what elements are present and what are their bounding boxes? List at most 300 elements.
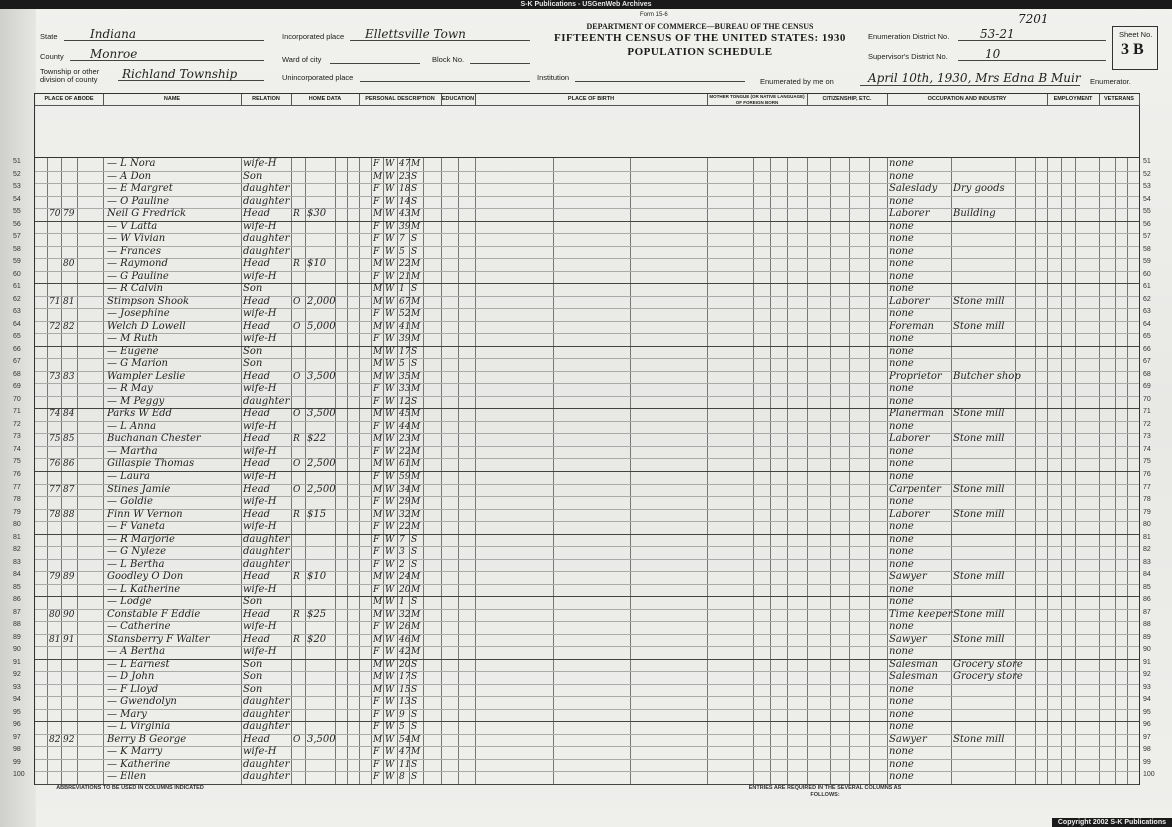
cell-dw xyxy=(49,709,61,722)
cell-rel: Son xyxy=(243,658,263,670)
table-row xyxy=(13,621,1151,635)
cell-ms: S xyxy=(411,246,418,257)
form-number: Form 15-6 xyxy=(640,12,668,18)
cell-fam xyxy=(63,534,77,547)
table-row xyxy=(13,683,1151,698)
line-number-right: 79 xyxy=(1143,508,1151,516)
cell-race: W xyxy=(385,647,395,658)
cell-dw xyxy=(49,771,61,784)
line-number-right: 58 xyxy=(1143,245,1151,253)
cell-age: 23 xyxy=(399,434,411,445)
cell-val xyxy=(307,721,335,734)
cell-rel: Head xyxy=(243,608,271,620)
cell-sex: F xyxy=(373,772,380,783)
cell-own: O xyxy=(293,296,301,307)
schedule-title: POPULATION SCHEDULE xyxy=(627,46,773,58)
cell-ind: Stone mill xyxy=(953,433,1005,445)
cell-occ: none xyxy=(889,621,914,633)
line-number: 82 xyxy=(13,546,21,554)
line-number-right: 71 xyxy=(1143,408,1151,416)
line-number: 78 xyxy=(13,496,21,504)
line-number-right: 82 xyxy=(1143,546,1151,554)
cell-dw xyxy=(49,521,61,534)
cell-val: $30 xyxy=(307,208,327,220)
cell-occ: Laborer xyxy=(889,208,930,220)
cell-fam xyxy=(63,246,77,259)
cell-age: 17 xyxy=(399,346,411,357)
cell-fam: 82 xyxy=(63,321,75,332)
cell-val: $15 xyxy=(307,508,327,520)
cell-val xyxy=(307,308,335,321)
table-row xyxy=(13,345,1151,360)
cell-ind: Stone mill xyxy=(953,320,1005,332)
cell-name: Constable F Eddie xyxy=(107,608,201,620)
cell-fam: 81 xyxy=(63,296,75,307)
cell-age: 33 xyxy=(399,384,411,395)
cell-rel: wife-H xyxy=(243,420,277,432)
cell-ind xyxy=(953,684,1015,697)
cell-sex: M xyxy=(373,321,383,332)
cell-name: — Laura xyxy=(107,471,150,482)
line-number-right: 77 xyxy=(1143,483,1151,491)
cell-name: — L Anna xyxy=(107,420,157,432)
cell-age: 45 xyxy=(399,409,411,420)
cell-rel: wife-H xyxy=(243,158,277,169)
line-number: 58 xyxy=(13,245,21,253)
cell-sex: M xyxy=(373,659,383,670)
cell-fam xyxy=(63,333,77,346)
line-number: 56 xyxy=(13,220,21,228)
cell-occ: none xyxy=(889,683,914,695)
line-number-right: 55 xyxy=(1143,208,1151,216)
line-number-right: 60 xyxy=(1143,270,1151,278)
cell-fam xyxy=(63,171,77,184)
cell-sex: F xyxy=(373,421,380,432)
cell-fam xyxy=(63,446,77,459)
cell-rel: Head xyxy=(243,571,271,583)
cell-age: 1 xyxy=(399,284,405,295)
archive-banner-text: S-K Publications - USGenWeb Archives xyxy=(520,1,652,8)
ward-line xyxy=(330,63,420,64)
cell-name: — Mary xyxy=(107,708,147,720)
cell-fam: 89 xyxy=(63,572,75,583)
cell-race: W xyxy=(385,246,395,257)
cell-rel: daughter xyxy=(243,183,290,195)
cell-age: 54 xyxy=(399,734,411,745)
cell-sex: F xyxy=(373,622,380,633)
cell-rel: daughter xyxy=(243,721,290,733)
line-number-right: 65 xyxy=(1143,333,1151,341)
cell-val xyxy=(307,709,335,722)
cell-ms: S xyxy=(411,659,418,670)
cell-name: — E Margret xyxy=(107,183,173,195)
cell-age: 44 xyxy=(399,421,411,432)
cell-age: 2 xyxy=(399,559,405,570)
cell-sex: F xyxy=(373,497,380,508)
cell-race: W xyxy=(385,522,395,533)
county-label: County xyxy=(40,52,64,61)
cell-ms: S xyxy=(411,709,418,720)
cell-rel: wife-H xyxy=(243,496,277,508)
cell-rel: Son xyxy=(243,345,263,357)
table-row xyxy=(13,633,1151,648)
cell-rel: daughter xyxy=(243,395,290,407)
table-row xyxy=(13,458,1151,472)
cell-race: W xyxy=(385,196,395,207)
cell-occ: none xyxy=(889,233,914,245)
cell-own: R xyxy=(293,634,300,645)
cell-occ: none xyxy=(889,270,914,282)
cell-name: — W Vivian xyxy=(107,233,166,245)
cell-val xyxy=(307,546,335,559)
cell-fam xyxy=(63,221,77,234)
cell-ind: Stone mill xyxy=(953,508,1005,520)
department-heading: DEPARTMENT OF COMMERCE—BUREAU OF THE CENSUS xyxy=(586,22,814,31)
cell-race: W xyxy=(385,609,395,620)
cell-val xyxy=(307,446,335,459)
cell-race: W xyxy=(385,184,395,195)
cell-occ: none xyxy=(889,721,914,733)
table-row xyxy=(13,170,1151,185)
cell-dw xyxy=(49,584,61,597)
cell-own xyxy=(293,596,305,609)
cell-occ: none xyxy=(889,333,914,345)
cell-ms: M xyxy=(411,209,421,220)
cell-dw: 81 xyxy=(49,634,61,645)
table-row xyxy=(13,721,1151,735)
cell-fam xyxy=(63,759,77,772)
cell-fam xyxy=(63,283,77,296)
incorporated-value: Ellettsville Town xyxy=(365,27,466,41)
cell-sex: M xyxy=(373,359,383,370)
cell-rel: wife-H xyxy=(243,308,277,320)
table-row xyxy=(13,658,1151,673)
cell-sex: F xyxy=(373,221,380,232)
cell-val: 3,500 xyxy=(307,408,336,420)
cell-val: $10 xyxy=(307,258,327,270)
section-employment: EMPLOYMENT xyxy=(1047,94,1100,106)
cell-dw xyxy=(49,534,61,547)
table-row xyxy=(13,471,1151,485)
line-number-right: 78 xyxy=(1143,496,1151,504)
line-number: 54 xyxy=(13,195,21,203)
cell-sex: F xyxy=(373,709,380,720)
table-row xyxy=(13,708,1151,723)
cell-occ: Sawyer xyxy=(889,571,927,583)
line-number: 86 xyxy=(13,596,21,604)
cell-dw xyxy=(49,596,61,609)
table-row xyxy=(13,320,1151,335)
cell-own xyxy=(293,471,305,484)
line-number-right: 68 xyxy=(1143,370,1151,378)
cell-ms: M xyxy=(411,572,421,583)
cell-age: 41 xyxy=(399,321,411,332)
cell-val xyxy=(307,221,335,234)
line-number: 69 xyxy=(13,383,21,391)
cell-rel: wife-H xyxy=(243,383,277,395)
line-number-right: 84 xyxy=(1143,571,1151,579)
cell-race: W xyxy=(385,722,395,733)
line-number-right: 80 xyxy=(1143,521,1151,529)
cell-age: 47 xyxy=(399,159,411,169)
cell-ms: M xyxy=(411,384,421,395)
cell-sex: M xyxy=(373,371,383,382)
line-number: 59 xyxy=(13,258,21,266)
cell-rel: wife-H xyxy=(243,270,277,282)
sheet-number-box xyxy=(1112,26,1158,70)
cell-name: — F Lloyd xyxy=(107,683,159,695)
cell-sex: F xyxy=(373,159,380,169)
cell-race: W xyxy=(385,472,395,482)
cell-race: W xyxy=(385,209,395,220)
cell-race: W xyxy=(385,346,395,357)
cell-dw: 71 xyxy=(49,296,61,307)
line-number: 65 xyxy=(13,333,21,341)
cell-ind: Grocery store xyxy=(953,671,1023,683)
line-number: 94 xyxy=(13,696,21,704)
cell-ms: M xyxy=(411,634,421,645)
table-row xyxy=(13,596,1151,610)
line-number: 55 xyxy=(13,208,21,216)
cell-ind xyxy=(953,383,1015,396)
township-value: Richland Township xyxy=(122,67,238,81)
cell-ms: M xyxy=(411,421,421,432)
cell-ms: M xyxy=(411,221,421,232)
cell-age: 17 xyxy=(399,672,411,683)
cell-rel: daughter xyxy=(243,233,290,245)
cell-fam xyxy=(63,183,77,196)
cell-ms: M xyxy=(411,446,421,457)
line-number: 88 xyxy=(13,621,21,629)
cell-rel: wife-H xyxy=(243,521,277,533)
cell-rel: wife-H xyxy=(243,471,277,482)
cell-val: $25 xyxy=(307,608,327,620)
cell-val xyxy=(307,383,335,396)
cell-val: 2,500 xyxy=(307,483,336,495)
line-number-right: 86 xyxy=(1143,596,1151,604)
entries-title: ENTRIES ARE REQUIRED IN THE SEVERAL COLUMNS AS FOLLOWS: xyxy=(748,785,902,798)
cell-val xyxy=(307,584,335,597)
cell-sex: F xyxy=(373,559,380,570)
cell-ms: M xyxy=(411,309,421,320)
cell-ind xyxy=(953,158,1015,171)
cell-race: W xyxy=(385,171,395,182)
cell-sex: M xyxy=(373,509,383,520)
cell-rel: Son xyxy=(243,596,263,608)
cell-name: — K Marry xyxy=(107,746,163,758)
section-education: EDUCATION xyxy=(441,94,476,106)
cell-occ: none xyxy=(889,696,914,708)
cell-age: 22 xyxy=(399,446,411,457)
block-line xyxy=(470,63,530,64)
cell-val xyxy=(307,171,335,184)
cell-occ: none xyxy=(889,308,914,320)
cell-val: $10 xyxy=(307,571,327,583)
cell-name: — Eugene xyxy=(107,345,159,357)
cell-fam xyxy=(63,771,77,784)
cell-own xyxy=(293,546,305,559)
cell-ind xyxy=(953,771,1015,784)
cell-own xyxy=(293,771,305,784)
cell-rel: daughter xyxy=(243,708,290,720)
table-row xyxy=(13,183,1151,197)
cell-val xyxy=(307,421,335,434)
table-row xyxy=(13,283,1151,297)
cell-ms: M xyxy=(411,497,421,508)
line-number: 70 xyxy=(13,395,21,403)
line-number: 90 xyxy=(13,646,21,654)
cell-dw xyxy=(49,233,61,246)
table-row xyxy=(13,245,1151,260)
cell-age: 23 xyxy=(399,171,411,182)
cell-fam xyxy=(63,496,77,509)
cell-name: — G Nyleze xyxy=(107,546,167,558)
line-number-right: 69 xyxy=(1143,383,1151,391)
line-number: 99 xyxy=(13,758,21,766)
cell-race: W xyxy=(385,509,395,520)
cell-val xyxy=(307,684,335,697)
cell-val xyxy=(307,158,335,171)
cell-dw xyxy=(49,659,61,672)
line-number-right: 81 xyxy=(1143,533,1151,541)
cell-ind xyxy=(953,521,1015,534)
cell-rel: daughter xyxy=(243,771,290,783)
cell-name: Goodley O Don xyxy=(107,571,184,583)
table-row xyxy=(13,358,1151,372)
cell-name: — Catherine xyxy=(107,621,171,633)
cell-name: — Josephine xyxy=(107,308,170,320)
cell-ms: M xyxy=(411,509,421,520)
table-row xyxy=(13,496,1151,510)
cell-ms: M xyxy=(411,371,421,382)
line-number-right: 75 xyxy=(1143,458,1151,466)
cell-sex: M xyxy=(373,459,383,470)
cell-ind xyxy=(953,233,1015,246)
cell-ms: S xyxy=(411,346,418,357)
cell-ind xyxy=(953,396,1015,409)
cell-name: — V Latta xyxy=(107,220,158,232)
unincorporated-label: Unincorporated place xyxy=(282,73,354,82)
cell-val xyxy=(307,521,335,534)
cell-rel: Head xyxy=(243,633,271,645)
cell-dw: 70 xyxy=(49,209,61,220)
cell-ms: S xyxy=(411,559,418,570)
sheet-label: Sheet No. xyxy=(1119,30,1153,39)
institution-line xyxy=(575,81,745,82)
cell-age: 5 xyxy=(399,359,405,370)
cell-rel: wife-H xyxy=(243,333,277,345)
cell-age: 8 xyxy=(399,772,405,783)
cell-race: W xyxy=(385,296,395,307)
cell-ms: M xyxy=(411,734,421,745)
cell-ind xyxy=(953,546,1015,559)
cell-ms: M xyxy=(411,409,421,420)
table-row xyxy=(13,370,1151,385)
cell-race: W xyxy=(385,384,395,395)
cell-fam: 84 xyxy=(63,409,75,420)
cell-occ: Laborer xyxy=(889,295,930,307)
cell-age: 52 xyxy=(399,309,411,320)
cell-ms: S xyxy=(411,697,418,708)
enumerated-value: April 10th, 1930, Mrs Edna B Muir xyxy=(868,71,1081,85)
cell-occ: Laborer xyxy=(889,508,930,520)
line-number-right: 74 xyxy=(1143,445,1151,453)
footer xyxy=(0,785,1172,827)
cell-occ: none xyxy=(889,558,914,570)
cell-age: 20 xyxy=(399,659,411,670)
line-number: 92 xyxy=(13,671,21,679)
cell-sex: F xyxy=(373,234,380,245)
line-number-right: 94 xyxy=(1143,696,1151,704)
enum-district-label: Enumeration District No. xyxy=(868,32,950,41)
cell-dw xyxy=(49,383,61,396)
cell-dw: 82 xyxy=(49,734,61,745)
line-number: 68 xyxy=(13,370,21,378)
cell-name: — F Vaneta xyxy=(107,521,165,533)
cell-rel: Head xyxy=(243,508,271,520)
cell-name: — L Bertha xyxy=(107,558,165,570)
cell-name: Finn W Vernon xyxy=(107,508,183,520)
cell-fam: 91 xyxy=(63,634,75,645)
cell-age: 5 xyxy=(399,246,405,257)
line-number-right: 61 xyxy=(1143,283,1151,291)
cell-dw xyxy=(49,333,61,346)
cell-own: O xyxy=(293,459,301,470)
enumerated-label: Enumerated by me on xyxy=(760,77,834,86)
cell-ind xyxy=(953,283,1015,296)
cell-sex: F xyxy=(373,309,380,320)
cell-own xyxy=(293,271,305,284)
cell-ind xyxy=(953,258,1015,271)
cell-race: W xyxy=(385,597,395,608)
cell-sex: M xyxy=(373,259,383,270)
table-row xyxy=(13,308,1151,322)
cell-name: — R May xyxy=(107,383,153,395)
line-number-right: 76 xyxy=(1143,471,1151,478)
cell-fam xyxy=(63,684,77,697)
cell-ms: M xyxy=(411,459,421,470)
cell-occ: none xyxy=(889,521,914,533)
cell-own xyxy=(293,671,305,684)
cell-fam xyxy=(63,659,77,672)
cell-occ: Foreman xyxy=(889,320,934,332)
population-table xyxy=(13,93,1155,785)
cell-fam: 87 xyxy=(63,484,75,495)
cell-ind xyxy=(953,746,1015,759)
cell-own xyxy=(293,158,305,171)
section-occupation: OCCUPATION AND INDUSTRY xyxy=(887,94,1048,106)
cell-occ: none xyxy=(889,158,914,169)
line-number: 95 xyxy=(13,708,21,716)
cell-dw xyxy=(49,196,61,209)
supervisor-line xyxy=(958,60,1106,61)
cell-own: R xyxy=(293,259,300,270)
cell-dw xyxy=(49,158,61,171)
cell-val xyxy=(307,396,335,409)
cell-val xyxy=(307,771,335,784)
cell-sex: F xyxy=(373,271,380,282)
cell-dw: 76 xyxy=(49,459,61,470)
county-value: Monroe xyxy=(90,47,138,61)
cell-name: Buchanan Chester xyxy=(107,433,201,445)
line-number-right: 98 xyxy=(1143,746,1151,754)
cell-age: 15 xyxy=(399,684,411,695)
cell-rel: daughter xyxy=(243,533,290,545)
cell-name: — L Virginia xyxy=(107,721,171,733)
cell-occ: none xyxy=(889,258,914,270)
cell-fam: 83 xyxy=(63,371,75,382)
cell-rel: Head xyxy=(243,458,271,470)
